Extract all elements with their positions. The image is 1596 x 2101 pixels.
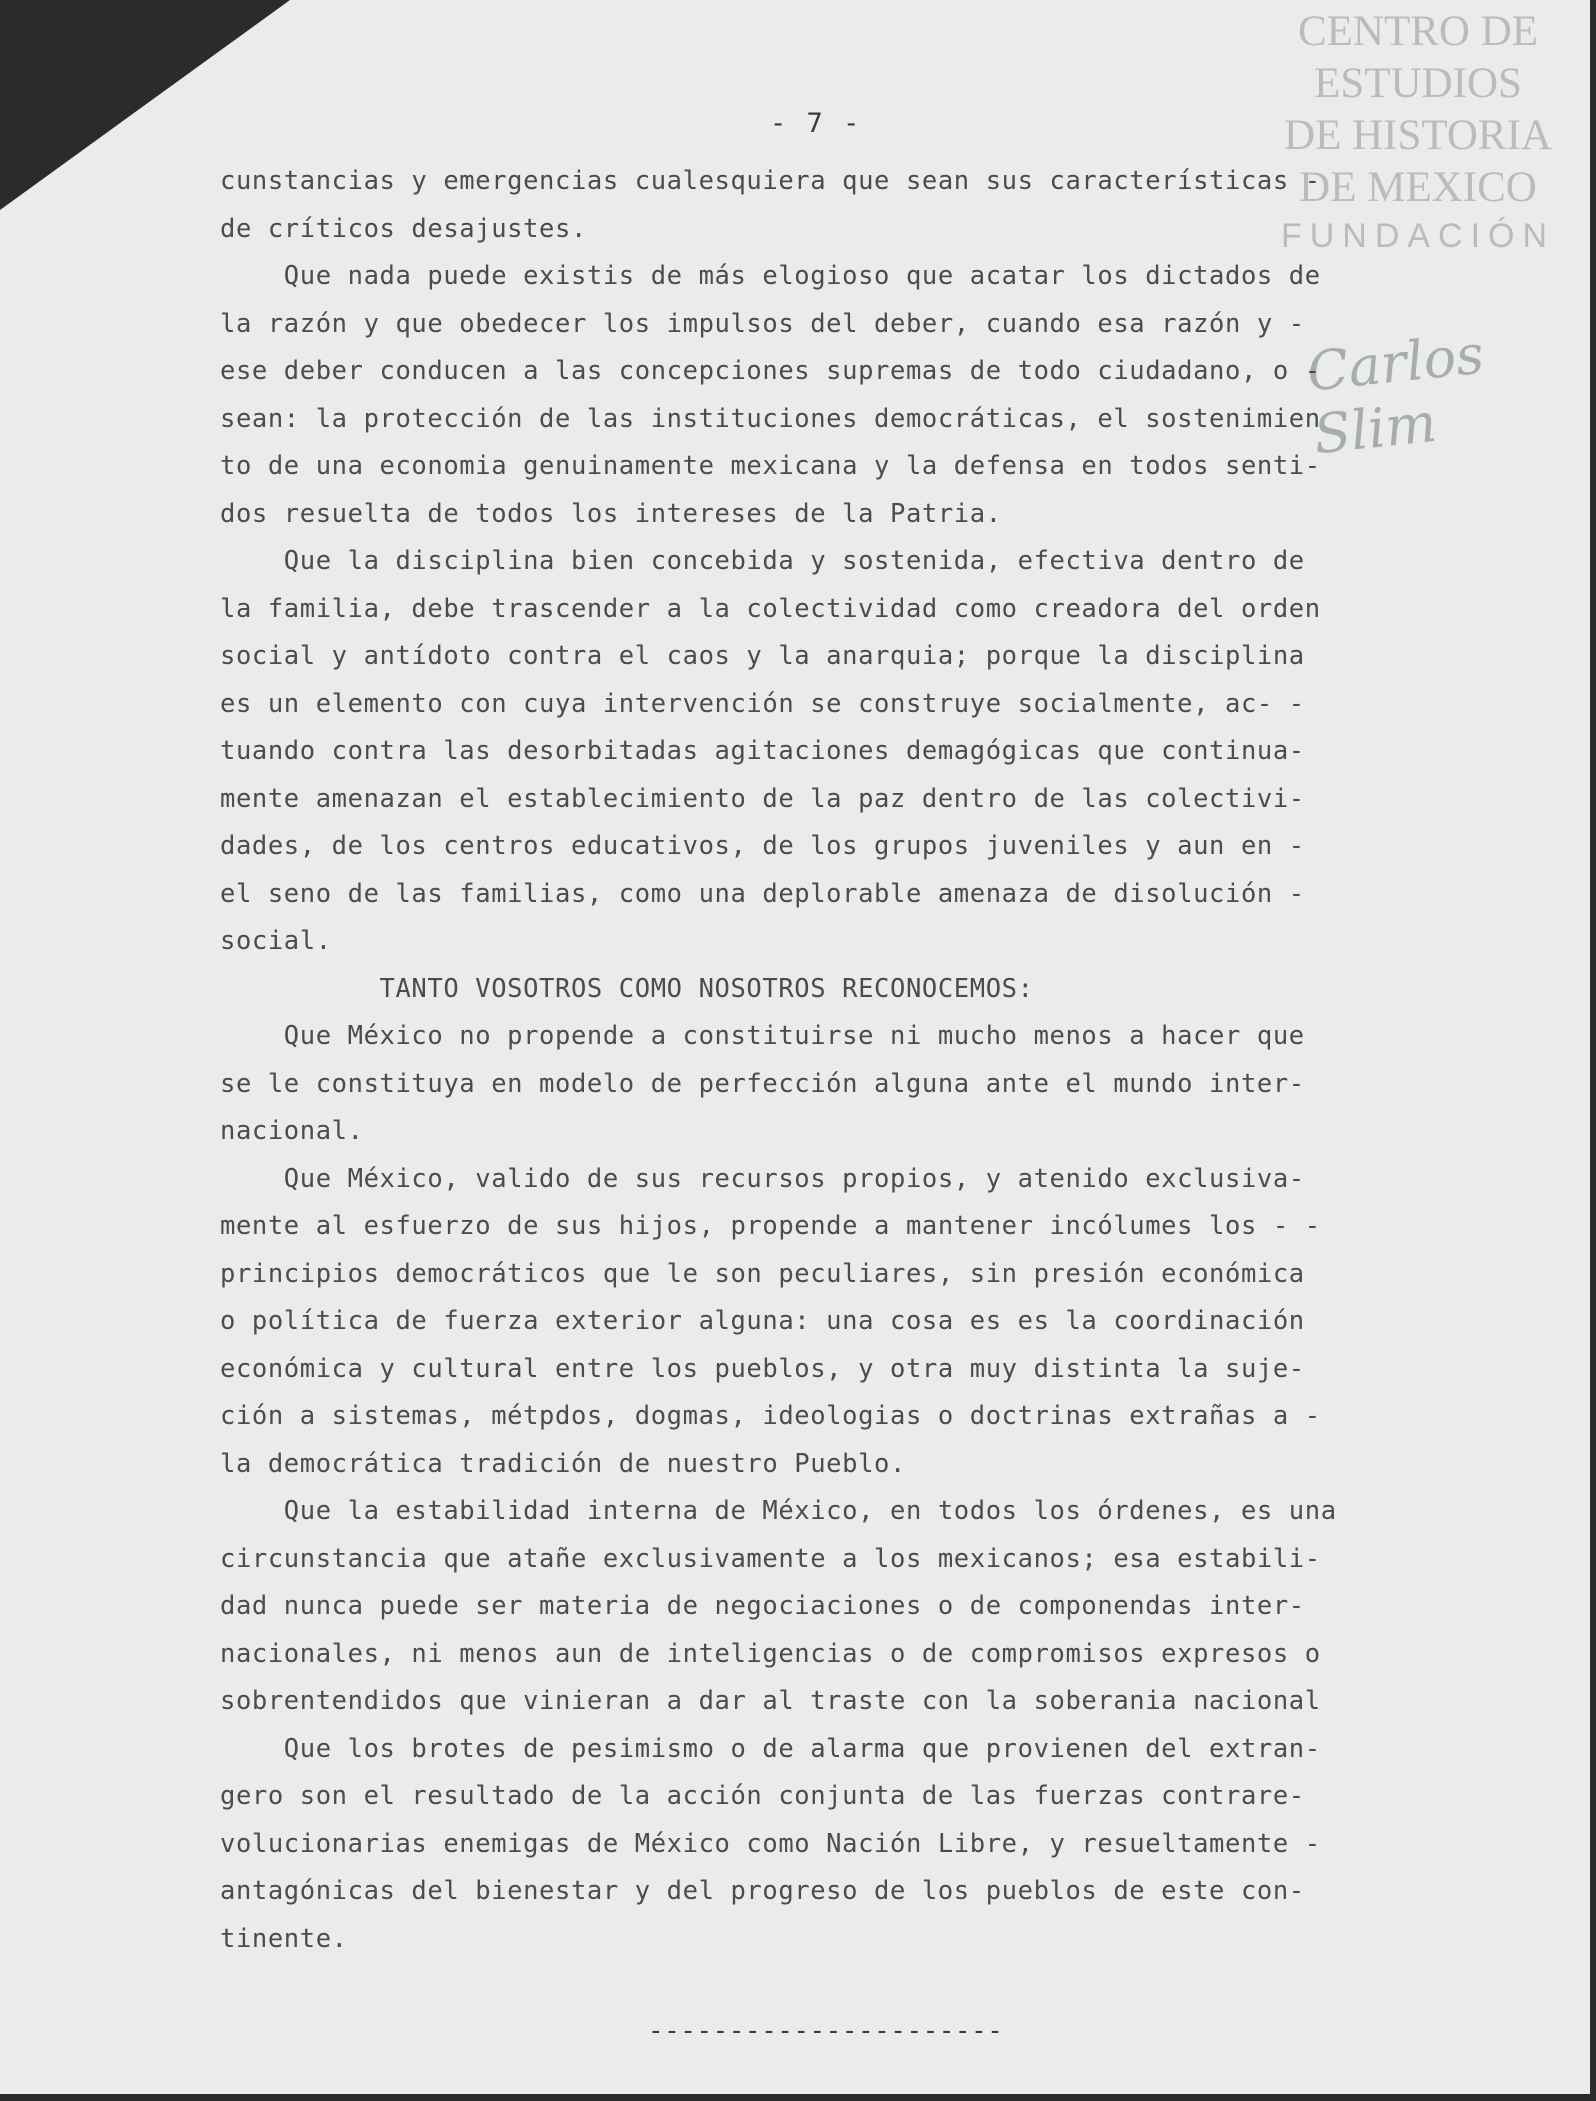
text-line: la familia, debe trascender a la colectividad como creadora del orden (220, 593, 1321, 624)
watermark-signature: Carlos Slim (1304, 322, 1487, 467)
text-line: de críticos desajustes. (220, 213, 587, 244)
text-line: la razón y que obedecer los impulsos del deber, cuando esa razón y - (220, 308, 1305, 339)
watermark-line: CENTRO DE (1297, 8, 1539, 55)
watermark-line: DE HISTORIA (1284, 112, 1552, 159)
text-line: Que la disciplina bien concebida y sostenida, efectiva dentro de (220, 546, 1305, 576)
text-line: o política de fuerza exterior alguna: una cosa es es la coordinación (220, 1306, 1305, 1336)
text-line: Que los brotes de pesimismo o de alarma que provienen del extran- (220, 1733, 1321, 1764)
text-line: circunstancia que atañe exclusivamente a los mexicanos; esa estabili- (220, 1543, 1321, 1574)
text-line: gero son el resultado de la acción conjunta de las fuerzas contrare- (220, 1781, 1305, 1811)
text-line: Que México no propende a constituirse ni mucho menos a hacer que (220, 1021, 1305, 1051)
text-line: tinente. (220, 1923, 348, 1954)
text-line: sobrentendidos que vinieran a dar al traste con la soberania nacional (220, 1686, 1321, 1716)
text-line: social y antídoto contra el caos y la anarquia; porque la disciplina (220, 641, 1305, 671)
text-line: nacionales, ni menos aun de inteligencias o de compromisos expresos o (220, 1638, 1321, 1669)
text-line: tuando contra las desorbitadas agitaciones demagógicas que continua- (220, 736, 1305, 766)
document-body (220, 158, 1520, 1963)
text-line: económica y cultural entre los pueblos, y otra muy distinta la suje- (220, 1353, 1305, 1384)
page-number: - 7 - (770, 108, 862, 139)
text-line: nacional. (220, 1116, 364, 1146)
text-line: Que México, valido de sus recursos propios, y atenido exclusiva- (220, 1163, 1305, 1194)
text-line: dades, de los centros educativos, de los grupos juveniles y aun en - (220, 831, 1305, 861)
watermark-line: DE MEXICO (1299, 164, 1537, 211)
section-heading: TANTO VOSOTROS COMO NOSOTROS RECONOCEMOS: (220, 973, 1034, 1004)
text-line: el seno de las familias, como una deplorable amenaza de disolución - (220, 878, 1305, 909)
text-line: dos resuelta de todos los intereses de la Patria. (220, 498, 1002, 529)
text-line: dad nunca puede ser materia de negociaciones o de componendas inter- (220, 1591, 1305, 1621)
text-line: principios democráticos que le son peculiares, sin presión económica (220, 1258, 1305, 1289)
text-line: Que nada puede existis de más elogioso que acatar los dictados de (220, 261, 1321, 291)
text-line: mente al esfuerzo de sus hijos, propende a mantener incólumes los - - (220, 1211, 1321, 1241)
text-line: Que la estabilidad interna de México, en todos los órdenes, es una (220, 1496, 1337, 1526)
text-line: ese deber conducen a las concepciones supremas de todo ciudadano, o - (220, 356, 1321, 386)
closing-rule: ---------------------- (648, 2016, 1004, 2046)
text-line: volucionarias enemigas de México como Nación Libre, y resueltamente - (220, 1828, 1321, 1859)
text-line: la democrática tradición de nuestro Pueblo. (220, 1448, 906, 1479)
text-line: ción a sistemas, métpdos, dogmas, ideologias o doctrinas extrañas a - (220, 1401, 1321, 1431)
text-line: cunstancias y emergencias cualesquiera que sean sus características - (220, 166, 1321, 196)
text-line: es un elemento con cuya intervención se construye socialmente, ac- - (220, 688, 1305, 719)
watermark-line: ESTUDIOS (1314, 60, 1522, 107)
text-line: mente amenazan el establecimiento de la paz dentro de las colectivi- (220, 783, 1305, 814)
watermark-line: FUNDACIÓN (1280, 217, 1556, 255)
text-line: antagónicas del bienestar y del progreso de los pueblos de este con- (220, 1876, 1305, 1906)
text-line: to de una economia genuinamente mexicana y la defensa en todos senti- (220, 451, 1321, 481)
text-line: social. (220, 926, 332, 956)
text-line: sean: la protección de las instituciones democráticas, el sostenimien (220, 403, 1321, 434)
text-line: se le constituya en modelo de perfección alguna ante el mundo inter- (220, 1068, 1305, 1099)
